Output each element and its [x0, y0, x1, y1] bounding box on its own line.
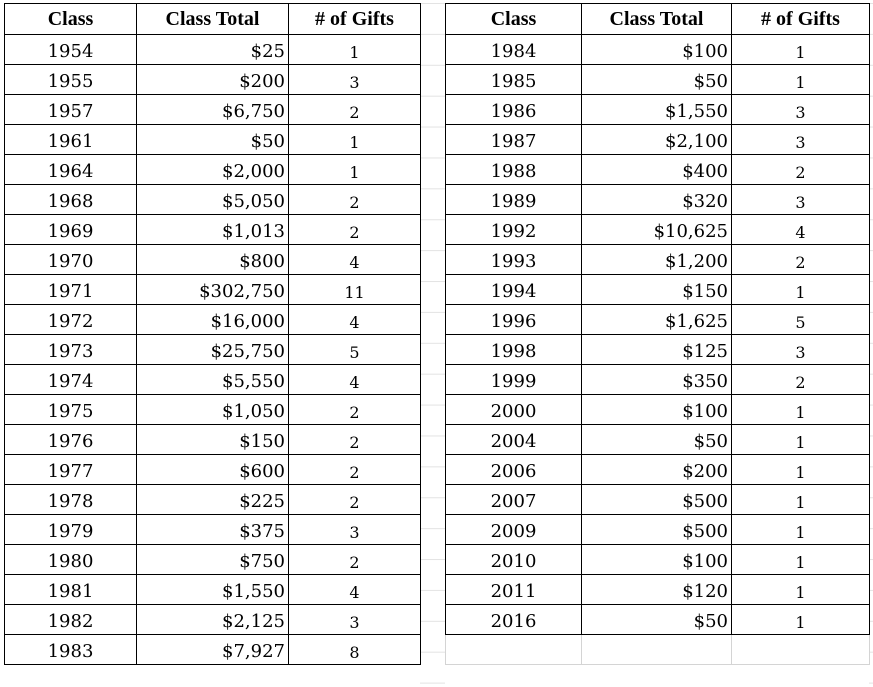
- table-row: [5, 95, 421, 125]
- cell-class[interactable]: 1975: [5, 395, 137, 425]
- cell-class-total[interactable]: $25: [137, 35, 289, 65]
- cell-class-total[interactable]: $2,100: [582, 125, 732, 155]
- cell-class[interactable]: 1955: [5, 65, 137, 95]
- cell-num-gifts[interactable]: 1: [289, 155, 421, 185]
- cell-class-total[interactable]: $150: [582, 275, 732, 305]
- empty-cell[interactable]: [732, 635, 870, 665]
- cell-class-total[interactable]: $120: [582, 575, 732, 605]
- cell-class-total[interactable]: $5,050: [137, 185, 289, 215]
- table-row: [446, 365, 870, 395]
- cell-class[interactable]: 1973: [5, 335, 137, 365]
- table-row: [5, 305, 421, 335]
- cell-num-gifts[interactable]: 3: [289, 605, 421, 635]
- table-row: [446, 425, 870, 455]
- table-row: [446, 215, 870, 245]
- table-row: [446, 155, 870, 185]
- cell-num-gifts[interactable]: 2: [732, 245, 870, 275]
- cell-class[interactable]: 1998: [446, 335, 582, 365]
- table-row: [5, 185, 421, 215]
- cell-class[interactable]: 1993: [446, 245, 582, 275]
- cell-num-gifts[interactable]: 1: [732, 455, 870, 485]
- header-row: [446, 4, 870, 35]
- cell-num-gifts[interactable]: 2: [289, 425, 421, 455]
- cell-num-gifts[interactable]: 5: [289, 335, 421, 365]
- cell-num-gifts[interactable]: 2: [289, 95, 421, 125]
- cell-num-gifts[interactable]: 2: [289, 185, 421, 215]
- header-class[interactable]: Class: [5, 4, 137, 35]
- cell-num-gifts[interactable]: 3: [732, 185, 870, 215]
- table-row: [446, 305, 870, 335]
- table-row: [446, 125, 870, 155]
- cell-class[interactable]: 1974: [5, 365, 137, 395]
- table-row: [5, 275, 421, 305]
- cell-num-gifts[interactable]: 3: [732, 125, 870, 155]
- cell-class[interactable]: 2016: [446, 605, 582, 635]
- cell-num-gifts[interactable]: 11: [289, 275, 421, 305]
- cell-num-gifts[interactable]: 1: [732, 575, 870, 605]
- cell-num-gifts[interactable]: 1: [732, 425, 870, 455]
- cell-class-total[interactable]: $6,750: [137, 95, 289, 125]
- cell-num-gifts[interactable]: 3: [289, 65, 421, 95]
- table-row: [5, 215, 421, 245]
- table-row: [5, 635, 421, 665]
- empty-row: [446, 635, 870, 665]
- table-row: [446, 185, 870, 215]
- table-row: [446, 245, 870, 275]
- table-row: [446, 335, 870, 365]
- table-row: [446, 455, 870, 485]
- cell-num-gifts[interactable]: 4: [732, 215, 870, 245]
- table-row: [5, 365, 421, 395]
- table-row: [446, 395, 870, 425]
- cell-class-total[interactable]: $50: [582, 65, 732, 95]
- cell-class-total[interactable]: $500: [582, 515, 732, 545]
- cell-num-gifts[interactable]: 1: [732, 545, 870, 575]
- cell-class-total[interactable]: $50: [582, 605, 732, 635]
- cell-num-gifts[interactable]: 1: [732, 515, 870, 545]
- cell-class-total[interactable]: $50: [137, 125, 289, 155]
- cell-class-total[interactable]: $400: [582, 155, 732, 185]
- cell-num-gifts[interactable]: 2: [289, 215, 421, 245]
- cell-num-gifts[interactable]: 2: [289, 545, 421, 575]
- cell-num-gifts[interactable]: 2: [289, 455, 421, 485]
- cell-class-total[interactable]: $1,013: [137, 215, 289, 245]
- cell-num-gifts[interactable]: 8: [289, 635, 421, 665]
- cell-class-total[interactable]: $1,625: [582, 305, 732, 335]
- empty-cell[interactable]: [446, 635, 582, 665]
- cell-class[interactable]: 1981: [5, 575, 137, 605]
- cell-class[interactable]: 1984: [446, 35, 582, 65]
- cell-num-gifts[interactable]: 3: [732, 335, 870, 365]
- cell-class-total[interactable]: $10,625: [582, 215, 732, 245]
- cell-class[interactable]: 2009: [446, 515, 582, 545]
- header-class[interactable]: Class: [446, 4, 582, 35]
- cell-class-total[interactable]: $350: [582, 365, 732, 395]
- cell-class-total[interactable]: $200: [137, 65, 289, 95]
- cell-num-gifts[interactable]: 4: [289, 305, 421, 335]
- cell-class-total[interactable]: $50: [582, 425, 732, 455]
- cell-class-total[interactable]: $225: [137, 485, 289, 515]
- cell-class-total[interactable]: $2,125: [137, 605, 289, 635]
- table-row: [5, 125, 421, 155]
- cell-class[interactable]: 2007: [446, 485, 582, 515]
- table-row: [5, 155, 421, 185]
- cell-num-gifts[interactable]: 2: [289, 485, 421, 515]
- sheet-gridlines-gap: [420, 3, 445, 687]
- table-row: [446, 605, 870, 635]
- cell-num-gifts[interactable]: 1: [732, 395, 870, 425]
- cell-class[interactable]: 1999: [446, 365, 582, 395]
- cell-class-total[interactable]: $302,750: [137, 275, 289, 305]
- cell-class-total[interactable]: $5,550: [137, 365, 289, 395]
- cell-class-total[interactable]: $600: [137, 455, 289, 485]
- cell-class[interactable]: 2010: [446, 545, 582, 575]
- cell-num-gifts[interactable]: 1: [732, 35, 870, 65]
- cell-class-total[interactable]: $1,050: [137, 395, 289, 425]
- cell-num-gifts[interactable]: 2: [732, 155, 870, 185]
- cell-num-gifts[interactable]: 5: [732, 305, 870, 335]
- cell-class[interactable]: 1992: [446, 215, 582, 245]
- cell-class[interactable]: 2004: [446, 425, 582, 455]
- cell-class[interactable]: 1964: [5, 155, 137, 185]
- cell-class-total[interactable]: $100: [582, 395, 732, 425]
- cell-class-total[interactable]: $320: [582, 185, 732, 215]
- table-row: [5, 65, 421, 95]
- cell-num-gifts[interactable]: 2: [732, 365, 870, 395]
- cell-class-total[interactable]: $375: [137, 515, 289, 545]
- cell-class[interactable]: 2006: [446, 455, 582, 485]
- cell-class[interactable]: 1996: [446, 305, 582, 335]
- table-row: [446, 515, 870, 545]
- cell-class[interactable]: 1961: [5, 125, 137, 155]
- cell-class-total[interactable]: $1,550: [137, 575, 289, 605]
- table-row: [5, 605, 421, 635]
- cell-num-gifts[interactable]: 3: [732, 95, 870, 125]
- cell-class[interactable]: 1989: [446, 185, 582, 215]
- cell-class-total[interactable]: $500: [582, 485, 732, 515]
- cell-class-total[interactable]: $100: [582, 545, 732, 575]
- cell-class[interactable]: 1968: [5, 185, 137, 215]
- cell-class[interactable]: 1977: [5, 455, 137, 485]
- cell-class-total[interactable]: $16,000: [137, 305, 289, 335]
- cell-num-gifts[interactable]: 4: [289, 245, 421, 275]
- cell-class-total[interactable]: $1,200: [582, 245, 732, 275]
- cell-class[interactable]: 1994: [446, 275, 582, 305]
- cell-class-total[interactable]: $100: [582, 35, 732, 65]
- cell-class[interactable]: 1980: [5, 545, 137, 575]
- cell-class[interactable]: 2000: [446, 395, 582, 425]
- header-row: [5, 4, 421, 35]
- table-row: [5, 455, 421, 485]
- cell-class[interactable]: 1954: [5, 35, 137, 65]
- cell-num-gifts[interactable]: 4: [289, 575, 421, 605]
- cell-class[interactable]: 1972: [5, 305, 137, 335]
- cell-class-total[interactable]: $2,000: [137, 155, 289, 185]
- cell-class[interactable]: 1982: [5, 605, 137, 635]
- table-row: [5, 485, 421, 515]
- cell-class-total[interactable]: $150: [137, 425, 289, 455]
- gifts-table-left: [4, 3, 421, 665]
- cell-class[interactable]: 1978: [5, 485, 137, 515]
- cell-num-gifts[interactable]: 1: [732, 485, 870, 515]
- table-row: [5, 395, 421, 425]
- table-row: [446, 575, 870, 605]
- cell-class[interactable]: 1976: [5, 425, 137, 455]
- table-row: [5, 35, 421, 65]
- table-row: [5, 425, 421, 455]
- cell-class[interactable]: 1979: [5, 515, 137, 545]
- header-num-gifts[interactable]: # of Gifts: [289, 4, 421, 35]
- cell-num-gifts[interactable]: 4: [289, 365, 421, 395]
- cell-num-gifts[interactable]: 1: [732, 605, 870, 635]
- cell-num-gifts[interactable]: 1: [732, 65, 870, 95]
- cell-class-total[interactable]: $800: [137, 245, 289, 275]
- empty-cell[interactable]: [582, 635, 732, 665]
- cell-class-total[interactable]: $1,550: [582, 95, 732, 125]
- cell-class[interactable]: 1985: [446, 65, 582, 95]
- gifts-table-right: [445, 3, 870, 665]
- cell-class[interactable]: 1957: [5, 95, 137, 125]
- cell-class-total[interactable]: $750: [137, 545, 289, 575]
- cell-num-gifts[interactable]: 1: [732, 275, 870, 305]
- table-row: [446, 275, 870, 305]
- table-row: [5, 335, 421, 365]
- cell-class[interactable]: 1970: [5, 245, 137, 275]
- cell-class[interactable]: 2011: [446, 575, 582, 605]
- table-row: [446, 65, 870, 95]
- cell-class-total[interactable]: $125: [582, 335, 732, 365]
- table-row: [5, 245, 421, 275]
- cell-class[interactable]: 1987: [446, 125, 582, 155]
- cell-num-gifts[interactable]: 2: [289, 395, 421, 425]
- cell-class-total[interactable]: $7,927: [137, 635, 289, 665]
- cell-class[interactable]: 1969: [5, 215, 137, 245]
- table-row: [446, 485, 870, 515]
- table-row: [446, 545, 870, 575]
- table-row: [5, 515, 421, 545]
- table-row: [446, 95, 870, 125]
- header-class-total[interactable]: Class Total: [582, 4, 732, 35]
- cell-class-total[interactable]: $200: [582, 455, 732, 485]
- cell-class[interactable]: 1986: [446, 95, 582, 125]
- table-row: [5, 545, 421, 575]
- table-row: [446, 35, 870, 65]
- cell-num-gifts[interactable]: 1: [289, 35, 421, 65]
- cell-class[interactable]: 1971: [5, 275, 137, 305]
- cell-class[interactable]: 1983: [5, 635, 137, 665]
- header-num-gifts[interactable]: # of Gifts: [732, 4, 870, 35]
- header-class-total[interactable]: Class Total: [137, 4, 289, 35]
- cell-class-total[interactable]: $25,750: [137, 335, 289, 365]
- table-row: [5, 575, 421, 605]
- cell-num-gifts[interactable]: 1: [289, 125, 421, 155]
- cell-class[interactable]: 1988: [446, 155, 582, 185]
- cell-num-gifts[interactable]: 3: [289, 515, 421, 545]
